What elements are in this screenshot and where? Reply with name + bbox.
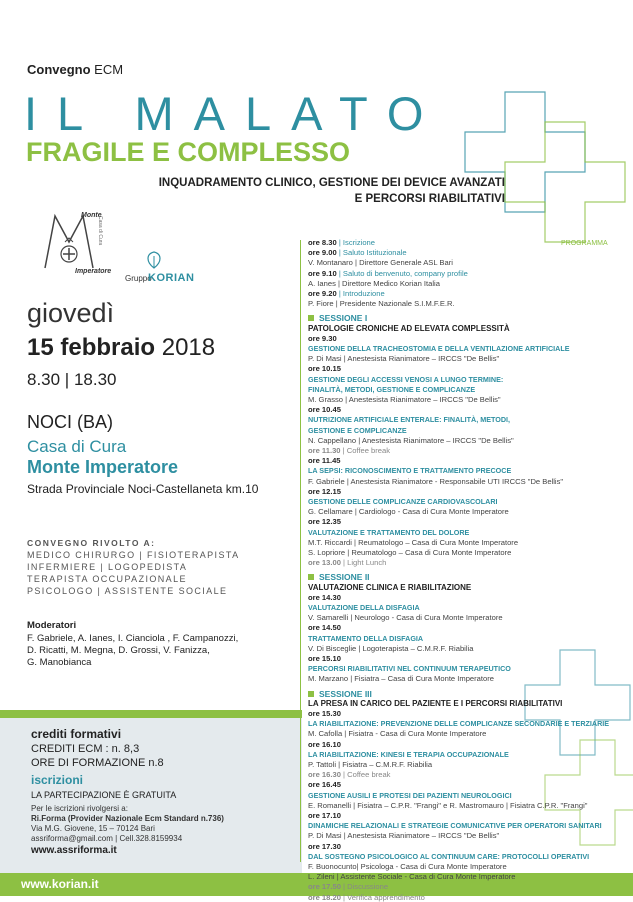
program-topic: GESTIONE DEGLI ACCESSI VENOSI A LUNGO TERMINE: bbox=[308, 374, 504, 384]
program-speaker: M. Marzano | Fisiatra – Casa di Cura Monte Imperatore bbox=[308, 674, 494, 684]
program-time-value: ore 12.15 bbox=[308, 486, 341, 496]
program-time bbox=[308, 770, 390, 779]
program-topic: LA RIABILITAZIONE: KINESI E TERAPIA OCCUPAZIONALE bbox=[308, 749, 509, 759]
program-time bbox=[308, 811, 341, 820]
program-time bbox=[308, 446, 390, 455]
moderators-line: D. Ricatti, M. Megna, D. Grossi, V. Fanizza, bbox=[27, 645, 210, 656]
program-time bbox=[308, 654, 341, 663]
program-speaker: F. Gabriele | Anestesista Rianimatore - Responsabile UTI IRCCS "De Bellis" bbox=[308, 476, 564, 486]
program-time bbox=[308, 842, 341, 851]
moderators-line: F. Gabriele, A. Ianes, I. Cianciola , F. Campanozzi, bbox=[27, 633, 239, 644]
program-time-label: | Coffee break bbox=[340, 770, 391, 780]
registration-contact: Per le iscrizioni rivolgersi a: bbox=[31, 804, 128, 813]
program-speaker: M.T. Riccardi | Reumatologo – Casa di Cura Monte Imperatore bbox=[308, 537, 519, 547]
program-time-value: ore 16.45 bbox=[308, 780, 341, 790]
program-speaker: A. Ianes | Direttore Medico Korian Italia bbox=[308, 278, 440, 288]
program-speaker: N. Cappellano | Anestesista Rianimatore – IRCCS "De Bellis" bbox=[308, 435, 514, 445]
program-speaker: V. Di Bisceglie | Logoterapista – C.M.R.F. Riabilia bbox=[308, 643, 474, 653]
session-label: SESSIONE III bbox=[308, 689, 372, 699]
credits-title: crediti formativi bbox=[31, 727, 122, 741]
program-speaker: G. Cellamare | Cardiologo - Casa di Cura Monte Imperatore bbox=[308, 507, 509, 517]
program-time bbox=[308, 364, 341, 373]
program-label: PROGRAMMA bbox=[561, 240, 608, 247]
program-speaker: V. Samarelli | Neurologo - Casa di Cura Monte Imperatore bbox=[308, 613, 503, 623]
program-time-value: ore 17.10 bbox=[308, 811, 341, 820]
program-speaker: M. Grasso | Anestesista Rianimatore – IRCCS "De Bellis" bbox=[308, 395, 501, 404]
program-time-value: ore 16.10 bbox=[308, 739, 341, 749]
program-time-label: | Light Lunch bbox=[340, 558, 387, 568]
program-topic: GESTIONE AUSILI E PROTESI DEI PAZIENTI NEUROLOGICI bbox=[308, 790, 512, 800]
program-speaker: S. Lopriore | Reumatologo – Casa di Cura Monte Imperatore bbox=[308, 548, 512, 557]
session-title: VALUTAZIONE CLINICA E RIABILITAZIONE bbox=[308, 582, 472, 592]
program-time-value: ore 12.35 bbox=[308, 517, 341, 527]
program-topic: NUTRIZIONE ARTIFICIALE ENTERALE: FINALITÀ, METODI, bbox=[308, 415, 511, 425]
session-title: PATOLOGIE CRONICHE AD ELEVATA COMPLESSITÀ bbox=[308, 323, 510, 333]
program-time-label: | Coffee break bbox=[340, 446, 391, 455]
program-topic: VALUTAZIONE E TRATTAMENTO DEL DOLORE bbox=[308, 527, 470, 537]
program-time-value: ore 15.10 bbox=[308, 654, 341, 663]
program-time bbox=[308, 269, 468, 278]
program-topic: LA SEPSI: RICONOSCIMENTO E TRATTAMENTO PRECOCE bbox=[308, 466, 512, 476]
program-time bbox=[308, 456, 341, 465]
program-time bbox=[308, 558, 386, 567]
program-topic: TRATTAMENTO DELLA DISFAGIA bbox=[308, 633, 424, 643]
program-speaker: P. Tattoli | Fisiatra – C.M.R.F. Riabilia bbox=[308, 760, 433, 769]
program-time-value: ore 9.20 bbox=[308, 289, 337, 298]
monte-imperatore-logo-icon bbox=[41, 212, 97, 274]
main-title-line2: FRAGILE E COMPLESSO bbox=[26, 137, 351, 167]
logo-side-text: Casa di Cura bbox=[97, 216, 103, 246]
program-time-label: | Saluto di benvenuto, company profile bbox=[336, 268, 468, 278]
audience-line: TERAPISTA OCCUPAZIONALE bbox=[27, 574, 187, 584]
session-label: SESSIONE II bbox=[308, 572, 370, 582]
program-time-value: ore 8.30 bbox=[308, 238, 337, 247]
program-topic: DINAMICHE RELAZIONALI E STRATEGIE COMUNICATIVE PER OPERATORI SANITARI bbox=[308, 821, 602, 831]
program-time bbox=[308, 882, 388, 891]
program-time-value: ore 17.50 bbox=[308, 882, 341, 892]
program-time bbox=[308, 248, 407, 257]
registration-title: iscrizioni bbox=[31, 773, 84, 787]
program-time-value: ore 9.00 bbox=[308, 248, 337, 258]
program-time-value: ore 18.20 bbox=[308, 892, 341, 902]
credits-ecm: CREDITI ECM : n. 8,3 bbox=[31, 743, 140, 755]
main-title-line1: IL MALATO bbox=[24, 87, 444, 140]
logo-text-imperatore: Imperatore bbox=[75, 268, 112, 275]
program-time bbox=[308, 334, 337, 343]
program-time-value: ore 9.10 bbox=[308, 268, 337, 278]
program-speaker: P. Di Masi | Anestesista Rianimatore – IRCCS "De Bellis" bbox=[308, 831, 500, 841]
program-topic: LA RIABILITAZIONE: PREVENZIONE DELLE COMPLICANZE SECONDARIE E TERZIARIE bbox=[308, 719, 610, 729]
moderators-line: G. Manobianca bbox=[27, 657, 92, 668]
program-speaker: E. Romanelli | Fisiatra – C.P.R. "Frangi" e R. Mastromauro | Fisiatra C.P.R. "Frangi" bbox=[308, 800, 588, 810]
program-topic: VALUTAZIONE DELLA DISFAGIA bbox=[308, 603, 420, 612]
program-time-value: ore 10.15 bbox=[308, 364, 341, 374]
program-time-label: | Discussione bbox=[340, 882, 389, 892]
program-time bbox=[308, 238, 375, 247]
credits-hours: ORE DI FORMAZIONE n.8 bbox=[31, 757, 164, 769]
footer-website-link[interactable]: www.korian.it bbox=[21, 877, 99, 891]
program-topic: GESTIONE DELLE COMPLICANZE CARDIOVASCOLARI bbox=[308, 497, 498, 506]
program-time bbox=[308, 517, 341, 526]
program-time-label: | Iscrizione bbox=[336, 238, 375, 247]
program-time-value: ore 16.30 bbox=[308, 770, 341, 780]
program-time-label: | Saluto Istituzionale bbox=[336, 248, 407, 258]
program-time bbox=[308, 780, 341, 789]
program-time bbox=[308, 709, 341, 718]
audience-title: CONVEGNO RIVOLTO A: bbox=[27, 538, 156, 548]
program-time-label: | Verifica apprendimento bbox=[340, 892, 425, 902]
audience-line: PSICOLOGO | ASSISTENTE SOCIALE bbox=[27, 586, 228, 596]
registration-free: LA PARTECIPAZIONE È GRATUITA bbox=[31, 790, 177, 800]
program-speaker: L. Zileni | Assistente Sociale - Casa di Cura Monte Imperatore bbox=[308, 872, 516, 882]
program-time-value: ore 14.30 bbox=[308, 592, 341, 602]
program-time bbox=[308, 487, 341, 496]
program-time-value: ore 14.50 bbox=[308, 623, 341, 633]
program-time-value: ore 17.30 bbox=[308, 841, 341, 851]
convegno-label: Convegno ECM bbox=[27, 62, 124, 77]
venue-address: Strada Provinciale Noci-Castellaneta km.10 bbox=[27, 482, 259, 496]
program-speaker: P. Fiore | Presidente Nazionale S.I.M.F.E.R. bbox=[308, 299, 455, 309]
program-time-label: | Introduzione bbox=[336, 289, 385, 298]
registration-address: Via M.G. Giovene, 15 – 70124 Bari bbox=[31, 824, 155, 833]
venue-line2: Monte Imperatore bbox=[27, 457, 179, 477]
program-topic: PERCORSI RIABILITATIVI NEL CONTINUUM TERAPEUTICO bbox=[308, 664, 511, 674]
moderators-title: Moderatori bbox=[27, 620, 77, 631]
gruppo-label: Gruppo bbox=[125, 274, 152, 283]
audience-line: MEDICO CHIRURGO | FISIOTERAPISTA bbox=[27, 550, 240, 560]
subtitle-line2: E PERCORSI RIABILITATIVI bbox=[354, 193, 505, 205]
program-topic: GESTIONE DELLA TRACHEOSTOMIA E DELLA VENTILAZIONE ARTIFICIALE bbox=[308, 344, 570, 353]
event-day: giovedì bbox=[27, 298, 115, 328]
credits-accent-bar bbox=[0, 710, 302, 718]
program-time bbox=[308, 893, 425, 902]
program-time bbox=[308, 623, 341, 632]
program-topic: DAL SOSTEGNO PSICOLOGICO AL CONTINUUM CARE: PROTOCOLLI OPERATIVI bbox=[308, 851, 590, 861]
venue-line1: Casa di Cura bbox=[27, 437, 127, 456]
event-time: 8.30 | 18.30 bbox=[27, 370, 117, 389]
korian-leaf-icon bbox=[142, 250, 166, 270]
program-topic: GESTIONE E COMPLICANZE bbox=[308, 425, 407, 435]
program-speaker: F. Buonocunto| Psicologa - Casa di Cura Monte Imperatore bbox=[308, 862, 507, 871]
program-time bbox=[308, 405, 341, 414]
program-time bbox=[308, 289, 385, 298]
event-city: NOCI (BA) bbox=[27, 412, 114, 432]
program-topic: FINALITÀ, METODI, GESTIONE E COMPLICANZE bbox=[308, 384, 476, 394]
audience-line: INFERMIERE | LOGOPEDISTA bbox=[27, 562, 188, 572]
decorative-cross-icon bbox=[520, 620, 633, 870]
program-time-value: ore 13.00 bbox=[308, 558, 341, 568]
program-time-value: ore 11.45 bbox=[308, 456, 341, 466]
event-date: 15 febbraio 2018 bbox=[27, 334, 216, 361]
registration-provider: Ri.Forma (Provider Nazionale Ecm Standard n.736) bbox=[31, 814, 224, 823]
program-time-value: ore 11.30 bbox=[308, 446, 341, 455]
session-label: SESSIONE I bbox=[308, 313, 367, 323]
logo-text-monte: Monte bbox=[81, 212, 102, 219]
program-divider bbox=[300, 240, 301, 862]
registration-email[interactable]: assriforma@gmail.com | Cell.328.8159934 bbox=[31, 834, 183, 843]
session-title: LA PRESA IN CARICO DEL PAZIENTE E I PERCORSI RIABILITATIVI bbox=[308, 698, 563, 708]
program-time bbox=[308, 593, 341, 602]
program-time-value: ore 15.30 bbox=[308, 709, 341, 718]
program-time-value: ore 10.45 bbox=[308, 405, 341, 415]
program-speaker: P. Di Masi | Anestesista Rianimatore – IRCCS "De Bellis" bbox=[308, 354, 500, 364]
program-time bbox=[308, 740, 341, 749]
program-speaker: M. Cafolla | Fisiatra - Casa di Cura Monte Imperatore bbox=[308, 729, 487, 739]
program-speaker: V. Montanaro | Direttore Generale ASL Bari bbox=[308, 258, 453, 268]
subtitle-line1: INQUADRAMENTO CLINICO, GESTIONE DEI DEVICE AVANZATI bbox=[158, 177, 505, 189]
korian-logo-text: KORIAN bbox=[148, 272, 195, 284]
program-time-value: ore 9.30 bbox=[308, 333, 337, 343]
registration-website-link[interactable]: www.assriforma.it bbox=[31, 845, 117, 856]
